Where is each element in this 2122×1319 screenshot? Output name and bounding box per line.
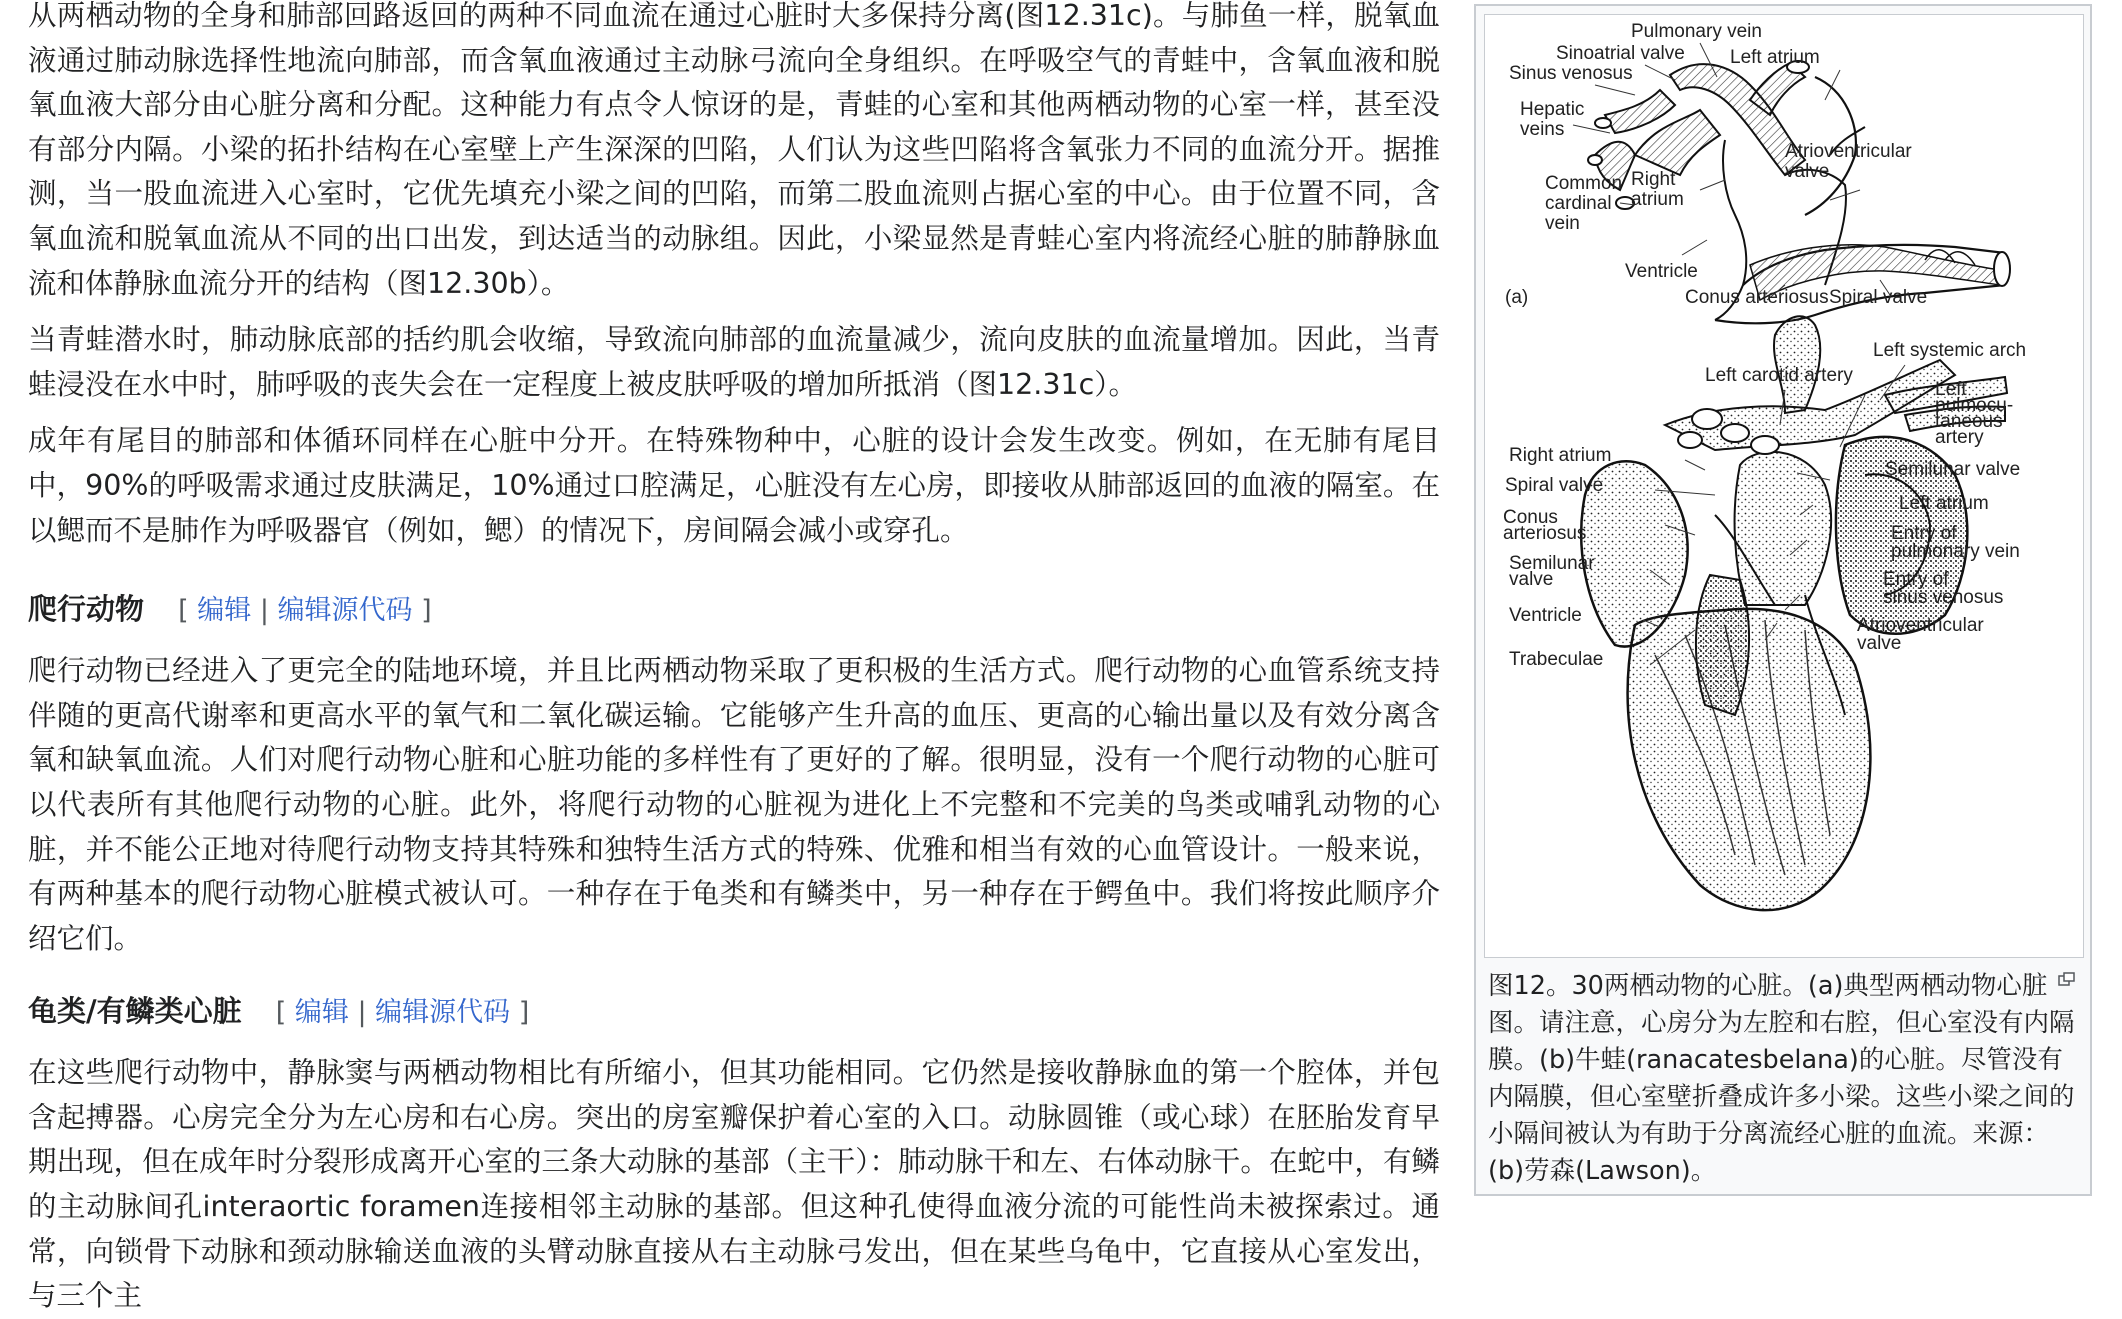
label-atrium: atrium (1631, 189, 1684, 210)
label-left-carotid-artery: Left carotid artery (1705, 365, 1853, 386)
paragraph-reptiles: 爬行动物已经进入了更完全的陆地环境，并且比两栖动物采取了更积极的生活方式。爬行动物的心血管系统支持伴随的更高代谢率和更高水平的氧气和二氧化碳运输。它能够产生升高的血压、更高的心输出量以及有效分离含氧和缺氧血流。人们对爬行动物心脏和心脏功能的多样性有了更好的了解。很明显，没有一个爬行动物的心脏可以代表所有其他爬行动物的心脏。此外，将爬行动物的心脏视为进化上不完整和不完美的鸟类或哺乳动物的心脏，并不能公正地对待爬行动物支持其特殊和独特生活方式的特殊、优雅和相当有效的心血管设计。一般来说，有两种基本的爬行动物心脏模式被认可。一种存在于龟类和有鳞类中，另一种存在于鳄鱼中。我们将按此顺序介绍它们。 (28, 654, 1440, 955)
label-common: Common (1545, 173, 1623, 194)
label-atrioventricular-b: Atrioventricular (1857, 615, 1984, 636)
label-valve-a: valve (1785, 161, 1830, 182)
paragraph-turtle-heart: 在这些爬行动物中，静脉窦与两栖动物相比有所缩小，但其功能相同。它仍然是接收静脉血的第一个腔体，并包含起搏器。心房完全分为左心房和右心房。突出的房室瓣保护着心室的入口。动脉圆锥（或心球）在胚胎发育早期出现，但在成年时分裂形成离开心室的三条大动脉的基部（主干）：肺动脉干和左、右体动脉干。在蛇中，有鳞的主动脉间孔interaortic foramen连接相邻主动脉的基部。但这种孔使得血液分流的可能性尚未被探索过。通常，向锁骨下动脉和颈动脉输送血液的头臂动脉直接从右主动脉弓发出，但在某些乌龟中，它直接从心室发出，与三个主 (28, 1056, 1440, 1313)
bracket-open: [ (178, 595, 189, 627)
edit-source-link[interactable]: 编辑源代码 (277, 595, 413, 627)
edit-source-link[interactable]: 编辑源代码 (375, 997, 511, 1029)
label-arteriosus: arteriosus (1503, 523, 1587, 544)
paragraph-urodele: 成年有尾目的肺部和体循环同样在心脏中分开。在特殊物种中，心脏的设计会发生改变。例如，在无肺有尾目中，90%的呼吸需求通过皮肤满足，10%通过口腔满足，心脏没有左心房，即接收从肺部返回的血液的隔室。在以鳃而不是肺作为呼吸器官（例如，鳃）的情况下，房间隔会减小或穿孔。 (28, 424, 1440, 547)
label-pulmonary-vein: Pulmonary vein (1631, 21, 1762, 42)
label-entry-of-2: Entry of (1883, 569, 1949, 590)
label-right: Right (1631, 169, 1676, 190)
label-hepatic: Hepatic (1520, 99, 1585, 120)
label-atrioventricular-a: Atrioventricular (1785, 141, 1912, 162)
heart-diagram (1485, 15, 2083, 957)
edit-section-links (276, 997, 530, 1028)
label-left-systemic-arch: Left systemic arch (1873, 340, 2027, 361)
label-valve-b2: valve (1857, 633, 1902, 654)
heading-title: 龟类/有鳞类心脏 (28, 994, 242, 1029)
label-trabeculae: Trabeculae (1509, 649, 1604, 670)
section-heading-reptiles (28, 589, 1440, 631)
label-semilunar-valve-r: Semilunar valve (1885, 459, 2021, 480)
edit-link[interactable]: 编辑 (197, 595, 252, 627)
label-entry-of: Entry of (1891, 523, 1957, 544)
label-sinus-venosus: Sinus venosus (1509, 63, 1633, 84)
figure-caption: 图12。30两栖动物的心脏。(a)典型两栖动物心脏图。请注意，心房分为左腔和右腔，但心室没有内隔膜。(b)牛蛙(ranacatesbelana)的心脏。尽管没有内隔膜，但心室壁折叠成许多小梁。这些小梁之间的小隔间被认为有助于分离流经心脏的血流。来源：(b)劳森(Lawson)。 (1488, 971, 2075, 1186)
label-vein: vein (1545, 213, 1580, 234)
enlarge-icon[interactable] (2058, 972, 2076, 986)
label-conus-arteriosus-a: Conus arteriosus (1685, 287, 1829, 308)
label-pulmocu: pulmocu- (1935, 395, 2014, 416)
heart-diagram-image[interactable] (1484, 14, 2084, 958)
paragraph-amphibian-flow: 从两栖动物的全身和肺部回路返回的两种不同血流在通过心脏时大多保持分离(图12.31c)。与肺鱼一样，脱氧血液通过肺动脉选择性地流向肺部，而含氧血液通过主动脉弓流向全身组织。在呼吸空气的青蛙中，含氧血液和脱氧血液大部分由心脏分离和分配。这种能力有点令人惊讶的是，青蛙的心室和其他两栖动物的心室一样，甚至没有部分内隔。小梁的拓扑结构在心室壁上产生深深的凹陷，人们认为这些凹陷将含氧张力不同的血流分开。据推测，当一股血流进入心室时，它优先填充小梁之间的凹陷，而第二股血流则占据心室的中心。由于位置不同，含氧血流和脱氧血流从不同的出口出发，到达适当的动脉组。因此，小梁显然是青蛙心室内将流经心脏的肺静脉血流和体静脉血流分开的结构（图12.30b）。 (28, 0, 1440, 300)
label-taneous: taneous (1935, 411, 2003, 432)
section-heading-turtle-squamate (28, 991, 1440, 1033)
article-body (28, 0, 1440, 1319)
separator: | (357, 997, 367, 1029)
label-left-atrium-a: Left atrium (1730, 47, 1820, 68)
heading-title: 爬行动物 (28, 592, 145, 627)
label-spiral-valve-b: Spiral valve (1505, 475, 1604, 496)
label-veins: veins (1520, 119, 1565, 140)
label-panel-a: (a) (1505, 287, 1529, 308)
label-sinus-venosus-b: sinus venosus (1883, 587, 2004, 608)
label-left-atrium-b: Left atrium (1899, 493, 1989, 514)
label-conus: Conus (1503, 507, 1558, 528)
label-ventricle-b: Ventricle (1509, 605, 1582, 626)
label-sinoatrial-valve: Sinoatrial valve (1556, 43, 1685, 64)
edit-section-links (178, 595, 432, 626)
bracket-open: [ (275, 997, 287, 1029)
label-ventricle-a: Ventricle (1625, 261, 1698, 282)
label-valve-b: valve (1509, 569, 1554, 590)
figure-thumbnail (1474, 4, 2092, 1196)
separator: | (259, 595, 269, 627)
bracket-close: ] (518, 997, 530, 1029)
label-right-atrium-b: Right atrium (1509, 445, 1612, 466)
label-spiral-valve-a: Spiral valve (1829, 287, 1928, 308)
paragraph-frog-dive: 当青蛙潜水时，肺动脉底部的括约肌会收缩，导致流向肺部的血流量减少，流向皮肤的血流量增加。因此，当青蛙浸没在水中时，肺呼吸的丧失会在一定程度上被皮肤呼吸的增加所抵消（图12.31c）。 (28, 323, 1440, 401)
label-semilunar: Semilunar (1509, 553, 1595, 574)
bracket-close: ] (421, 595, 432, 627)
label-pulmonary-vein-b: pulmonary vein (1891, 541, 2020, 562)
label-cardinal: cardinal (1545, 193, 1612, 214)
label-left: Left (1935, 379, 1967, 400)
label-artery: artery (1935, 427, 1984, 448)
edit-link[interactable]: 编辑 (294, 997, 349, 1029)
